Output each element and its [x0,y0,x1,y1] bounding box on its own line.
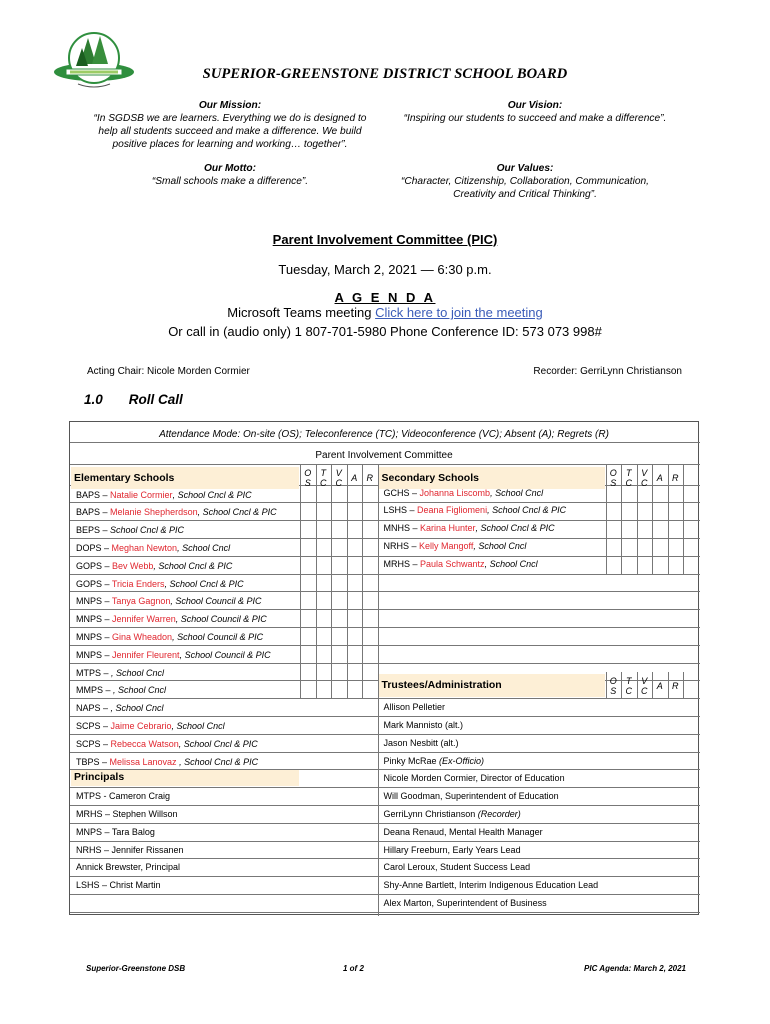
member-name: Paula Schwantz [420,558,485,569]
member-role: , School Cncl [113,685,167,696]
code-line: C [625,686,632,697]
trustee-entry [384,791,559,801]
teams-line [0,305,770,320]
trustee-name: Hillary Freeburn, Early Years Lead [383,844,521,855]
school-code: GOPS – [76,578,112,589]
code-line: O [609,676,617,687]
trustee-entry [384,827,543,837]
member-role: School Cncl & PIC [110,525,185,536]
member-role: , School Council & PIC [175,614,267,625]
table-rule [70,912,378,913]
person-entry [76,668,164,678]
school-code: MNPS – [76,631,113,642]
meeting-title: Parent Involvement Committee (PIC) [272,232,498,247]
trustee-name: Jason Nesbitt (alt.) [383,737,459,748]
section-number: 1.0 [84,392,103,407]
member-role: , School Cncl [473,540,527,551]
member-name: Gina Wheadon [112,631,173,642]
attendance-code-secondary [668,473,684,483]
code-line: T [626,676,632,687]
member-role: , School Cncl [111,667,165,678]
motto-text: “Small schools make a difference”. [151,176,309,187]
table-rule [378,734,701,735]
member-name: Natalie Cormier [110,489,173,500]
code-line: R [672,472,679,483]
mission-block [65,99,395,151]
person-entry [384,505,567,515]
school-code: GCHS – [383,487,420,498]
person-entry [384,559,538,569]
teams-prefix: Microsoft Teams meeting [227,305,376,320]
member-role: , School Cncl [110,703,164,714]
school-code: SCPS – [76,738,111,749]
code-line: R [672,681,679,692]
attendance-code-secondary [606,468,622,488]
code-line: A [351,472,358,483]
roll-call-table [69,421,699,915]
mission-label: Our Mission: [198,100,262,111]
table-rule [378,645,701,646]
member-role: , School Cncl [484,558,538,569]
member-name: Johanna Liscomb [419,487,491,498]
code-line: V [641,676,648,687]
code-line: A [656,681,663,692]
mission-line: “In SGDSB we are learners. Everything we do is designed to [93,113,367,124]
table-rule [70,787,378,788]
section-heading [84,392,183,407]
acting-chair: Acting Chair: Nicole Morden Cormier [87,366,250,377]
trustee-entry [384,720,464,730]
member-name: Deana Figliomeni [417,505,488,516]
trustee-name: Alex Marton, Superintendent of Business [383,897,547,908]
member-name: Melissa Lanovaz [109,756,180,767]
member-name: Bev Webb [112,560,154,571]
school-code: BEPS – [76,525,111,536]
section-title: Roll Call [128,392,183,407]
footer-left: Superior-Greenstone DSB [86,964,186,973]
member-name: Rebecca Watson [110,738,179,749]
trustee-name: Mark Mannisto (alt.) [383,719,464,730]
trustee-name: GerriLynn Christianson [383,808,478,819]
table-rule [683,464,684,574]
code-line: S [610,686,617,697]
trustees-header: Trustees/Administration [379,674,605,697]
code-line: C [641,477,648,488]
school-code: NAPS – [76,703,111,714]
trustee-entry [384,756,485,766]
person-entry [384,523,555,533]
agenda-heading: A G E N D A [334,290,436,305]
attendance-code-secondary [652,473,668,483]
trustee-entry [384,898,547,908]
code-line: V [641,467,648,478]
table-rule [378,752,701,753]
member-role: , School Council & PIC [172,631,264,642]
member-role: , School Cncl [490,487,544,498]
member-role: , School Council & PIC [170,596,262,607]
person-entry [76,757,258,767]
table-rule [331,464,332,699]
table-rule [70,752,378,753]
code-line: C [320,477,327,488]
trustee-name: Shy-Anne Bartlett, Interim Indigenous Education Lead [383,880,599,891]
trustee-name: Pinky McRae [383,755,440,766]
person-entry [384,541,527,551]
attendance-code-elementary [316,468,332,488]
table-rule [378,912,701,913]
code-line: V [335,467,342,478]
mission-line: help all students succeed and make a difference. We build [98,126,362,137]
code-line: A [656,472,663,483]
table-rule [70,698,378,699]
trustee-name: Carol Leroux, Student Success Lead [383,862,531,873]
attendance-code-trustees [606,676,622,696]
attendance-code-elementary [347,473,363,483]
table-rule [362,464,363,699]
school-code: MMPS – [76,685,114,696]
member-role: , School Cncl & PIC [164,578,244,589]
table-rule [70,823,378,824]
code-line: S [304,477,311,488]
attendance-code-trustees [652,681,668,691]
table-title: Parent Involvement Committee [315,450,453,461]
principals-header: Principals [71,770,299,786]
table-rule [378,894,701,895]
table-rule [378,876,701,877]
member-role: , School Cncl & PIC [197,507,277,518]
attendance-code-secondary [621,468,637,488]
table-rule [70,841,378,842]
person-entry [76,596,261,606]
attendance-code-secondary [637,468,653,488]
trustee-entry [384,845,521,855]
table-rule [378,609,701,610]
elementary-schools-header: Elementary Schools [71,467,299,489]
member-role: , School Cncl & PIC [475,523,555,534]
member-name: Jaime Cebrario [110,720,172,731]
table-rule [316,464,317,699]
person-entry [76,703,164,713]
table-rule [378,769,701,770]
member-role: , School Cncl & PIC [153,560,233,571]
school-code: MNPS – [76,596,112,607]
person-entry [76,490,252,500]
table-rule [70,442,700,443]
code-line: O [609,467,617,478]
table-rule [378,627,701,628]
school-board-logo [52,26,136,98]
member-role: , School Cncl & PIC [487,505,567,516]
school-code: MNPS – [76,649,113,660]
board-title: SUPERIOR-GREENSTONE DISTRICT SCHOOL BOARD [202,66,568,82]
trustee-entry [384,880,599,890]
table-rule [300,464,301,699]
table-rule [378,591,701,592]
recorder: Recorder: GerriLynn Christianson [533,366,682,377]
trustee-entry [384,862,531,872]
code-line: C [335,477,342,488]
table-rule [347,464,348,699]
school-code: MNPS – [76,614,113,625]
table-rule [70,716,378,717]
table-rule [378,787,701,788]
trustee-role: (Ex-Officio) [439,755,485,766]
trustee-entry [384,773,565,783]
person-entry [76,721,225,731]
attendance-code-trustees [668,681,684,691]
member-name: Tricia Enders [111,578,165,589]
member-role: , School Cncl [177,542,231,553]
member-role: , School Council & PIC [179,649,271,660]
table-rule [378,574,701,575]
secondary-schools-header: Secondary Schools [379,467,605,489]
attendance-code-elementary [331,468,347,488]
attendance-mode: Attendance Mode: On-site (OS); Teleconference (TC); Videoconference (VC); Absent (A); Regrets (R) [159,429,609,440]
attendance-code-trustees [637,676,653,696]
meeting-date: Tuesday, March 2, 2021 — 6:30 p.m. [278,262,492,277]
trustee-entry [384,738,459,748]
principal-entry: MRHS – Stephen Willson [76,808,178,819]
member-name: Karina Hunter [420,523,476,534]
principal-entry: NRHS – Jennifer Rissanen [76,844,184,855]
person-entry [76,543,230,553]
school-code: SCPS – [76,720,111,731]
member-role: , School Cncl [171,720,225,731]
school-code: MNHS – [383,523,421,534]
code-line: T [320,467,326,478]
member-role: , School Cncl & PIC [179,756,259,767]
member-name: Kelly Mangoff [419,540,474,551]
table-rule [70,805,378,806]
trustee-name: Nicole Morden Cormier, Director of Education [383,773,565,784]
attendance-code-trustees [621,676,637,696]
code-line: R [366,472,373,483]
table-rule [378,841,701,842]
footer-page: 1 of 2 [343,964,364,973]
table-rule [70,876,378,877]
member-name: Melanie Shepherdson [110,507,198,518]
member-role: , School Cncl & PIC [172,489,252,500]
table-rule [70,858,378,859]
table-rule [378,858,701,859]
attendance-code-elementary [300,468,316,488]
table-rule [378,823,701,824]
person-entry [76,579,244,589]
values-block [360,162,690,201]
motto-label: Our Motto: [203,163,257,174]
trustee-entry [384,702,446,712]
member-name: Jennifer Warren [112,614,176,625]
school-code: GOPS – [76,560,113,571]
trustee-name: Allison Pelletier [383,702,446,713]
person-entry [76,614,267,624]
vision-block [370,99,700,125]
trustee-name: Will Goodman, Superintendent of Education [383,791,559,802]
member-name: Tanya Gagnon [111,596,171,607]
code-line: C [641,686,648,697]
member-name: Meghan Newton [111,542,178,553]
attendance-code-elementary [362,473,378,483]
person-entry [76,507,277,517]
trustee-role: (Recorder) [477,808,521,819]
mission-line: positive places for learning and working… together”. [112,139,348,150]
table-rule [378,805,701,806]
member-role: , School Cncl & PIC [178,738,258,749]
footer-right: PIC Agenda: March 2, 2021 [584,964,686,973]
code-line: C [625,477,632,488]
call-in-info: Or call in (audio only) 1 807-701-5980 Phone Conference ID: 573 073 998# [168,324,602,339]
table-rule [378,663,701,664]
vision-text: “Inspiring our students to succeed and make a difference”. [403,113,667,124]
person-entry [384,488,544,498]
person-entry [76,650,271,660]
vision-label: Our Vision: [507,100,563,111]
principal-entry: LSHS – Christ Martin [76,880,161,891]
school-code: BAPS – [76,507,111,518]
school-code: MRHS – [383,558,421,569]
principal-entry: MTPS - Cameron Craig [76,791,171,802]
person-entry [76,525,184,535]
school-code: MTPS – [76,667,112,678]
table-rule [378,716,701,717]
code-line: T [626,467,632,478]
member-name: Jennifer Fleurent [112,649,180,660]
person-entry [76,561,232,571]
person-entry [76,739,258,749]
join-meeting-link[interactable]: Click here to join the meeting [375,305,543,320]
values-line: “Character, Citizenship, Collaboration, Communication, [400,176,649,187]
school-code: LSHS – [383,505,418,516]
motto-block [65,162,395,188]
table-rule [683,672,684,698]
school-code: BAPS – [76,489,111,500]
code-line: S [610,477,617,488]
trustee-name: Deana Renaud, Mental Health Manager [383,826,543,837]
table-rule [70,734,378,735]
person-entry [76,685,166,695]
person-entry [76,632,263,642]
school-code: DOPS – [76,542,112,553]
table-rule [378,698,701,699]
values-label: Our Values: [496,163,554,174]
trustee-entry [384,809,521,819]
school-code: TBPS – [76,756,110,767]
principal-entry: MNPS – Tara Balog [76,826,155,837]
values-line: Creativity and Critical Thinking”. [453,189,597,200]
school-code: NRHS – [383,540,420,551]
code-line: O [304,467,312,478]
principal-entry: Annick Brewster, Principal [76,862,181,873]
table-rule [70,894,378,895]
